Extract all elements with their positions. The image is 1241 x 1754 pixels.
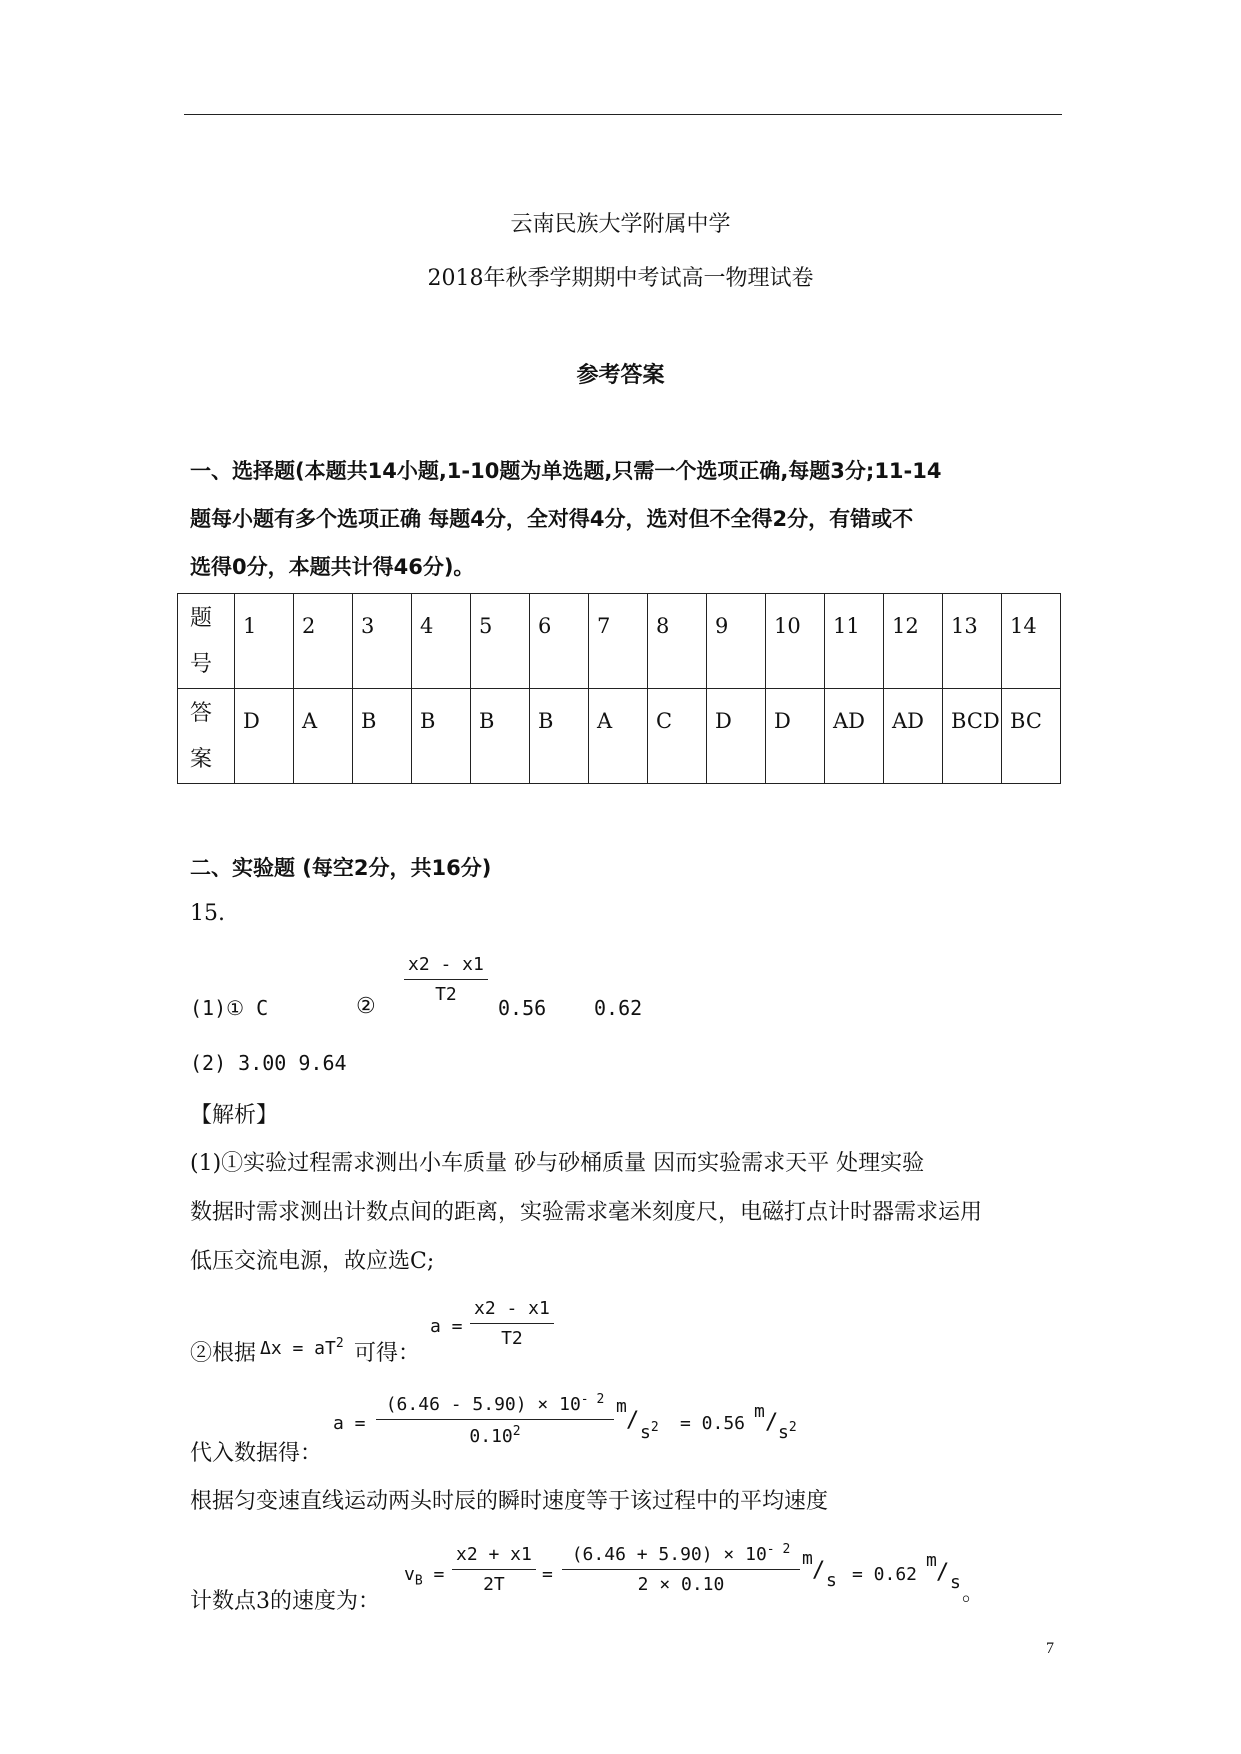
answer-1-prefix: (1)① C	[190, 996, 269, 1020]
fraction-denominator: T2	[501, 1328, 523, 1349]
fraction-denominator: 2 × 0.10	[637, 1574, 725, 1595]
table-cell: 1	[235, 594, 294, 689]
table-cell: D	[707, 689, 766, 784]
fraction-numerator: $(6.46 - 5.90) \times 10^{- 2}$	[376, 1392, 614, 1420]
table-cell: 3	[353, 594, 412, 689]
table-cell: A	[294, 689, 353, 784]
unit-m-3: m	[802, 1548, 813, 1569]
exam-title: 2018年秋季学期期中考试高一物理试卷	[427, 266, 814, 291]
answers-title: 参考答案	[576, 363, 665, 388]
table-row-answers	[178, 689, 1061, 784]
analysis-line3: 低压交流电源，故应选C;	[190, 1249, 435, 1274]
step3-a-equals: a =	[333, 1413, 366, 1434]
step3-text: 代入数据得：	[190, 1441, 323, 1466]
step2-a-equals: a =	[430, 1316, 463, 1337]
table-cell: B	[412, 689, 471, 784]
table-cell: B	[530, 689, 589, 784]
table-cell: AD	[825, 689, 884, 784]
table-cell: B	[353, 689, 412, 784]
table-cell: BCD	[943, 689, 1002, 784]
answer-table	[177, 593, 1061, 784]
table-cell: 14	[1002, 594, 1061, 689]
table-cell: A	[589, 689, 648, 784]
unit-slash-4: /	[936, 1560, 950, 1585]
fraction-numerator: x2 - x1	[404, 954, 488, 980]
unit-m-4: m	[926, 1550, 937, 1571]
table-cell: D	[766, 689, 825, 784]
school-name: 云南民族大学附属中学	[510, 212, 731, 237]
unit-s-3: s	[826, 1570, 837, 1591]
question-number: 15.	[190, 901, 225, 926]
section1-line1: 一、选择题(本题共14小题,1-10题为单选题,只需一个选项正确,每题3分;11-14	[190, 459, 942, 483]
table-cell: 2	[294, 594, 353, 689]
step3-result: = 0.56	[680, 1413, 746, 1434]
table-cell: AD	[884, 689, 943, 784]
unit-slash-2: /	[765, 1410, 779, 1435]
table-cell: B	[471, 689, 530, 784]
table-cell: BC	[1002, 689, 1061, 784]
table-cell: 10	[766, 594, 825, 689]
step5-result: = 0.62	[852, 1564, 918, 1585]
fraction-step5-a	[452, 1544, 536, 1595]
fraction-denominator: T2	[435, 984, 457, 1005]
table-header-cell: 答 案	[178, 689, 235, 784]
unit-s-2: $s^2$	[778, 1420, 797, 1443]
fraction-denominator: 0.10$^2$	[469, 1424, 521, 1447]
table-cell: 12	[884, 594, 943, 689]
table-cell: 6	[530, 594, 589, 689]
fraction-step2	[470, 1298, 554, 1349]
table-cell: 7	[589, 594, 648, 689]
unit-m: m	[616, 1396, 627, 1417]
fraction-step5-b	[562, 1542, 800, 1595]
header-rule	[184, 114, 1062, 115]
fraction-denominator: 2T	[483, 1574, 505, 1595]
table-cell: 13	[943, 594, 1002, 689]
step2-text: ②根据	[190, 1341, 257, 1366]
section1-line3: 选得0分，本题共计得46分)。	[190, 555, 475, 579]
analysis-label: 【解析】	[190, 1103, 279, 1128]
table-cell: 11	[825, 594, 884, 689]
table-cell: 9	[707, 594, 766, 689]
table-cell: C	[648, 689, 707, 784]
unit-m-2: m	[754, 1401, 765, 1422]
table-cell: 4	[412, 594, 471, 689]
analysis-line2: 数据时需求测出计数点间的距离，实验需求毫米刻度尺，电磁打点计时器需求运用	[190, 1200, 983, 1225]
analysis-line1: (1)①实验过程需求测出小车质量 砂与砂桶质量 因而实验需求天平 处理实验	[190, 1151, 925, 1176]
answer-1-circle: ②	[356, 994, 376, 1019]
fraction-numerator: x2 + x1	[452, 1544, 536, 1570]
table-row-numbers	[178, 594, 1061, 689]
fraction-numerator: $(6.46 + 5.90) \times 10^{- 2}$	[562, 1542, 800, 1570]
table-cell: 8	[648, 594, 707, 689]
step5-end: 。	[962, 1581, 985, 1606]
fraction-x2-x1-over-t2	[404, 954, 488, 1005]
step2-tail: 可得：	[354, 1341, 421, 1366]
fraction-numerator: x2 - x1	[470, 1298, 554, 1324]
page-number: 7	[1046, 1640, 1054, 1657]
step2-formula: $\Delta x = aT^2$	[260, 1336, 344, 1359]
section2-title: 二、实验题 (每空2分，共16分)	[190, 856, 492, 880]
table-cell: 5	[471, 594, 530, 689]
step5-equals: =	[542, 1564, 553, 1585]
unit-s-4: s	[950, 1572, 961, 1593]
step4-text: 根据匀变速直线运动两头时辰的瞬时速度等于该过程中的平均速度	[190, 1489, 829, 1514]
unit-slash: /	[626, 1408, 640, 1433]
section1-line2: 题每小题有多个选项正确 每题4分，全对得4分，选对但不全得2分，有错或不	[190, 507, 914, 531]
answer-1-value-a: 0.56	[498, 996, 547, 1020]
fraction-step3	[376, 1392, 614, 1447]
table-cell: D	[235, 689, 294, 784]
answer-1-value-v: 0.62	[594, 996, 643, 1020]
step5-text: 计数点3的速度为：	[190, 1589, 380, 1614]
step5-vb: $v_B$ =	[404, 1564, 445, 1589]
unit-s: $s^2$	[640, 1420, 659, 1443]
answer-2: (2) 3.00 9.64	[190, 1051, 347, 1075]
table-header-cell: 题 号	[178, 594, 235, 689]
unit-slash-3: /	[812, 1558, 826, 1583]
